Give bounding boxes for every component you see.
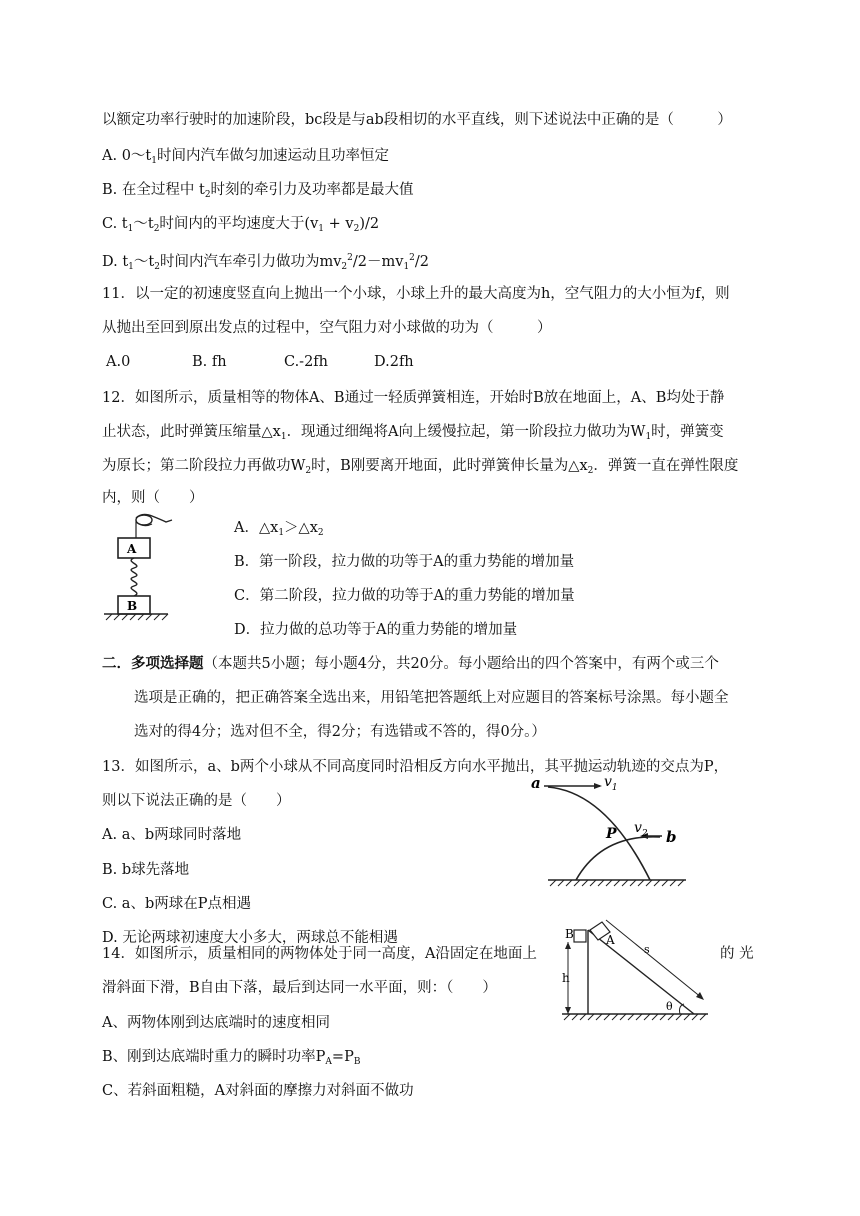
q10-option-c: C. $t_1\sim t_2$时间内的平均速度大于$(v_1 + v_2)/2$ [102, 216, 380, 234]
q13-option-c: C. a、b两球在P点相遇 [102, 896, 251, 912]
q12-line3: 为原长；第二阶段拉力再做功$W_2$时，B刚要离开地面，此时弹簧伸长量为$\triangle x_2$．弹簧一直在弹性限度 [102, 458, 739, 476]
q12-option-d: D．拉力做的总功等于A的重力势能的增加量 [234, 622, 518, 638]
fig-label-a-block: A [606, 933, 615, 947]
fig-label-v2: $v_2$ [634, 820, 648, 839]
q13-option-a: A. a、b两球同时落地 [102, 827, 242, 843]
q11-option-d: D.2fh [374, 354, 414, 370]
q10-option-d: D. $t_1\sim t_2$时间内汽车牵引力做功为$mv_2^2/2-mv_1^2/2$ [102, 253, 430, 272]
section2-title: 二．多项选择题 [102, 655, 204, 672]
q14-option-a: A、两物体刚到达底端时的速度相同 [102, 1015, 330, 1031]
q13-option-b: B. b球先落地 [102, 862, 190, 878]
q13-line2: 则以下说法正确的是（ ） [102, 793, 291, 809]
fig-label-a-ball: a [531, 774, 541, 792]
fig-label-b-ball: b [666, 828, 677, 846]
q11-option-b: B. fh [192, 354, 227, 370]
q11-option-c: C.-2fh [284, 354, 329, 370]
q10-stem: 以额定功率行驶时的加速阶段，bc段是与ab段相切的水平直线，则下述说法中正确的是（ ） [102, 112, 732, 128]
fig-label-v1: $v_1$ [604, 774, 618, 793]
q12-line2: 止状态，此时弹簧压缩量$\triangle x_1$．现通过细绳将A向上缓慢拉起，第一阶段拉力做功为$W_1$时，弹簧变 [102, 424, 724, 442]
q14-line2: 滑斜面下滑，B自由下落，最后到达同一水平面，则：（ ） [102, 980, 497, 996]
q12-option-a: A．$\triangle x_1>\triangle x_2$ [234, 520, 324, 538]
fig-label-theta: θ [666, 1000, 673, 1013]
q11-option-a: A.0 [106, 354, 131, 370]
fig-label-h: h [562, 971, 570, 985]
q12-option-b: B．第一阶段，拉力做的功等于A的重力势能的增加量 [234, 554, 575, 570]
q10-option-a: A. $0\sim t_1$时间内汽车做匀加速运动且功率恒定 [102, 148, 389, 166]
q14-line1: 14．如图所示，质量相同的两物体处于同一高度，A沿固定在地面上 [102, 946, 537, 962]
section2-line2: 选项是正确的，把正确答案全选出来，用铅笔把答题纸上对应题目的答案标号涂黑。每小题全 [134, 690, 729, 706]
fig-label-b-block: B [565, 927, 574, 941]
q12-option-c: C．第二阶段，拉力做的功等于A的重力势能的增加量 [234, 588, 575, 604]
q11-line1: 11．以一定的初速度竖直向上抛出一个小球，小球上升的最大高度为h，空气阻力的大小恒为f，则 [102, 286, 730, 302]
q12-line4: 内，则（ ） [102, 490, 204, 506]
q13-line1: 13．如图所示，a、b两个小球从不同高度同时沿相反方向水平抛出，其平抛运动轨迹的交点为P， [102, 759, 729, 775]
fig-label-b: B [127, 599, 138, 613]
fig-label-a: A [127, 542, 137, 556]
q14-line1-tail: 的 光 [720, 946, 754, 962]
q14-option-c: C、若斜面粗糙，A对斜面的摩擦力对斜面不做功 [102, 1083, 414, 1099]
fig-label-p: P [606, 826, 617, 842]
fig-label-s: s [644, 943, 650, 956]
q12-line1: 12．如图所示，质量相等的物体A、B通过一轻质弹簧相连，开始时B放在地面上，A、B均处于静 [102, 390, 725, 406]
section2-line3: 选对的得4分；选对但不全，得2分；有选错或不答的，得0分。） [134, 724, 546, 740]
spring-blocks-figure [100, 510, 220, 622]
q13-option-d: D. 无论两球初速度大小多大，两球总不能相遇 [102, 930, 398, 946]
projectile-figure [531, 766, 700, 890]
section2-line1: 二．多项选择题（本题共5小题；每小题4分，共20分。每小题给出的四个答案中，有两个或三个 [102, 655, 719, 672]
incline-figure [556, 918, 716, 1030]
q11-line2: 从抛出至回到原出发点的过程中，空气阻力对小球做的功为（ ） [102, 320, 552, 336]
q10-option-b: B. 在全过程中 $t_2$时刻的牵引力及功率都是最大值 [102, 182, 414, 200]
q14-option-b: B、刚到达底端时重力的瞬时功率$P_A=P_B$ [102, 1049, 361, 1067]
